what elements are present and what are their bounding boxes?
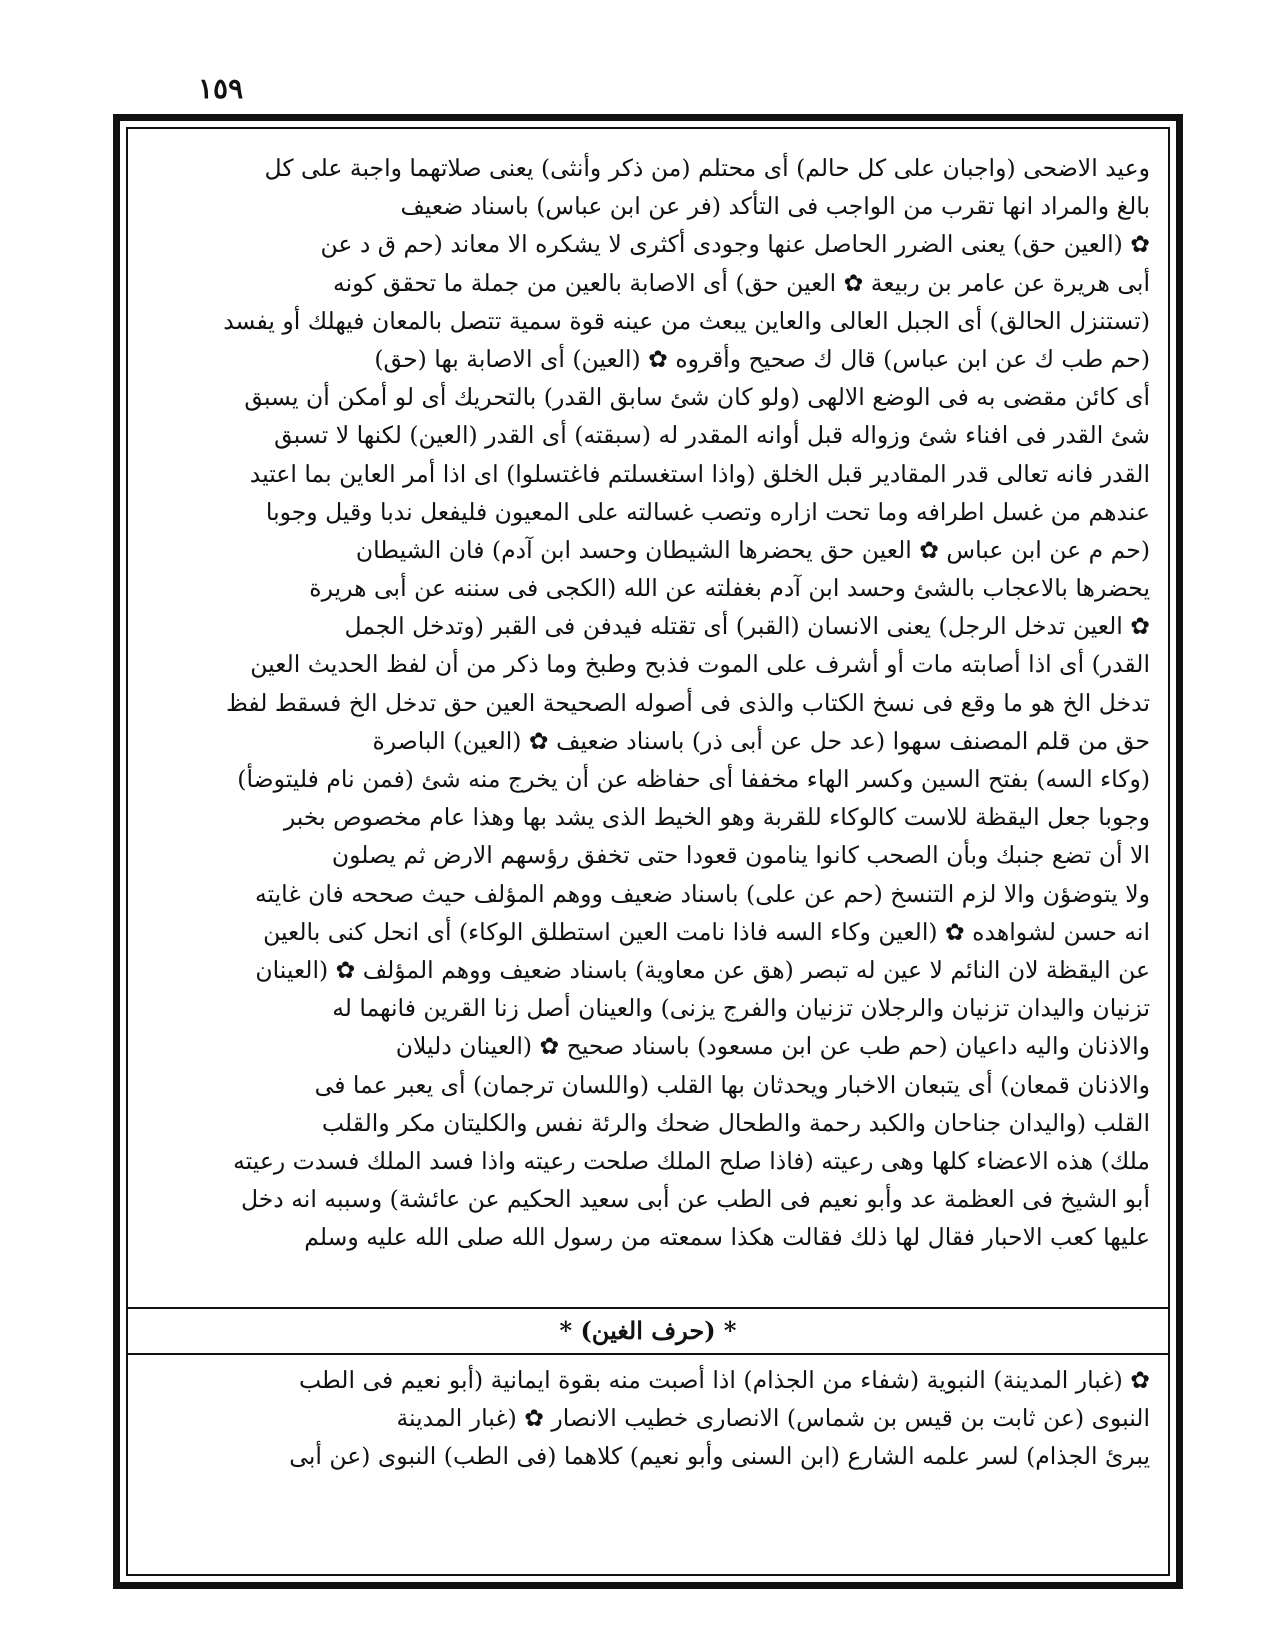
text-line: القلب (واليدان جناحان والكبد رحمة والطحال ضحك والرئة نفس والكليتان مكر والقلب (321, 1108, 1150, 1137)
text-line: انه حسن لشواهده ✿ (العين وكاء السه فاذا نامت العين استطلق الوكاء) أى انحل كنى بالعين (263, 917, 1150, 946)
text-line: (تستنزل الحالق) أى الجبل العالى والعاين يبعث من عينه قوة سمية تتصل بالمعان فيهلك أو يفسد (223, 306, 1150, 335)
section-divider-bottom (128, 1353, 1168, 1355)
text-line: عن اليقظة لان النائم لا عين له تبصر (هق عن معاوية) باسناد ضعيف ووهم المؤلف ✿ (العينان (255, 955, 1150, 984)
text-line: النبوى (عن ثابت بن قيس بن شماس) الانصارى خطيب الانصار ✿ (غبار المدينة (396, 1404, 1150, 1433)
text-line: والاذنان واليه داعيان (حم طب عن ابن مسعود) باسناد صحيح ✿ (العينان دليلان (395, 1032, 1150, 1061)
text-line: وعيد الاضحى (واجبان على كل حالم) أى محتلم (من ذكر وأنثى) يعنى صلاتهما واجبة على كل (264, 154, 1150, 182)
section-heading: * (حرف الغين) * (559, 1316, 737, 1345)
text-line: ملك) هذه الاعضاء كلها وهى رعيته (فاذا صلح الملك صلحت رعيته واذا فسد الملك فسدت رعيته (233, 1146, 1150, 1175)
text-line: تزنيان واليدان تزنيان والرجلان تزنيان والفرج يزنى) والعينان أصل زنا القرين فانهما له (332, 994, 1150, 1023)
text-line: عندهم من غسل اطرافه وما تحت ازاره وتصب غسالته على المعيون فليفعل ندبا وقيل وجوبا (265, 497, 1150, 526)
text-line: الا أن تضع جنبك وبأن الصحب كانوا ينامون قعودا حتى تخفق رؤسهم الارض ثم يصلون (331, 841, 1150, 870)
page-frame-inner (126, 127, 1170, 1576)
text-line: أبى هريرة عن عامر بن ربيعة ✿ العين حق) أى الاصابة بالعين من جملة ما تحقق كونه (332, 268, 1150, 297)
text-line: يبرئ الجذام) لسر علمه الشارع (ابن السنى وأبو نعيم) كلاهما (فى الطب) النبوى (عن أبى (289, 1442, 1150, 1471)
page-number: ١٥٩ (198, 72, 244, 105)
text-line: بالغ والمراد انها تقرب من الواجب فى التأكد (فر عن ابن عباس) باسناد ضعيف (400, 192, 1150, 221)
text-line: ✿ (العين حق) يعنى الضرر الحاصل عنها وجودى أكثرى لا يشكره الا معاند (حم ق د عن (320, 230, 1150, 259)
lower-text-block (146, 1361, 1150, 1476)
text-line: القدر فانه تعالى قدر المقادير قبل الخلق (واذا استغسلتم فاغتسلوا) اى اذا أمر العاين بما اعتيد (249, 459, 1150, 488)
text-line: والاذنان قمعان) أى يتبعان الاخبار ويحدثان بها القلب (واللسان ترجمان) أى يعبر عما فى (314, 1070, 1150, 1099)
main-text-block (146, 149, 1150, 1309)
text-line: (حم طب ك عن ابن عباس) قال ك صحيح وأقروه ✿ (العين) أى الاصابة بها (حق) (374, 344, 1150, 373)
text-line: القدر) أى اذا أصابته مات أو أشرف على الموت فذبح وطبخ وما ذكر من أن لفظ الحديث العين (250, 650, 1150, 679)
text-line: يحضرها بالاعجاب بالشئ وحسد ابن آدم بغفلته عن الله (الكجى فى سننه عن أبى هريرة (309, 574, 1150, 603)
text-line: شئ القدر فى افناء شئ وزواله قبل أوانه المقدر له (سبقته) أى القدر (العين) لكنها لا تسبق (274, 421, 1150, 450)
text-line: وجوبا جعل اليقظة للاست كالوكاء للقربة وهو الخيط الذى يشد بها وهذا عام مخصوص بخبر (283, 803, 1150, 832)
text-line: ✿ العين تدخل الرجل) يعنى الانسان (القبر) أى تقتله فيدفن فى القبر (وتدخل الجمل (344, 612, 1150, 641)
text-line: (وكاء السه) بفتح السين وكسر الهاء مخففا أى حفاظه عن أن يخرج منه شئ (فمن نام فليتوضأ) (237, 765, 1150, 793)
text-line: تدخل الخ هو ما وقع فى نسخ الكتاب والذى فى أصوله الصحيحة العين حق تدخل الخ فسقط لفظ (226, 688, 1150, 717)
page-frame (113, 114, 1183, 1589)
text-line: ولا يتوضؤن والا لزم التنسخ (حم عن على) باسناد ضعيف ووهم المؤلف حيث صححه فان غايته (254, 879, 1150, 908)
text-line: ✿ (غبار المدينة) النبوية (شفاء من الجذام) اذا أصبت منه بقوة ايمانية (أبو نعيم فى الطب (298, 1366, 1150, 1394)
text-line: عليها كعب الاحبار فقال لها ذلك فقالت هكذا سمعته من رسول الله صلى الله عليه وسلم (304, 1223, 1150, 1252)
text-line: أبو الشيخ فى العظمة عد وأبو نعيم فى الطب عن أبى سعيد الحكيم عن عائشة) وسببه انه دخل (240, 1185, 1150, 1214)
section-divider-top (128, 1307, 1168, 1309)
text-line: حق من قلم المصنف سهوا (عد حل عن أبى ذر) باسناد ضعيف ✿ (العين) الباصرة (372, 726, 1150, 755)
text-line: (حم م عن ابن عباس ✿ العين حق يحضرها الشيطان وحسد ابن آدم) فان الشيطان (355, 535, 1150, 564)
text-line: أى كائن مقضى به فى الوضع الالهى (ولو كان شئ سابق القدر) بالتحريك أى لو أمكن أن يسبق (244, 383, 1150, 412)
